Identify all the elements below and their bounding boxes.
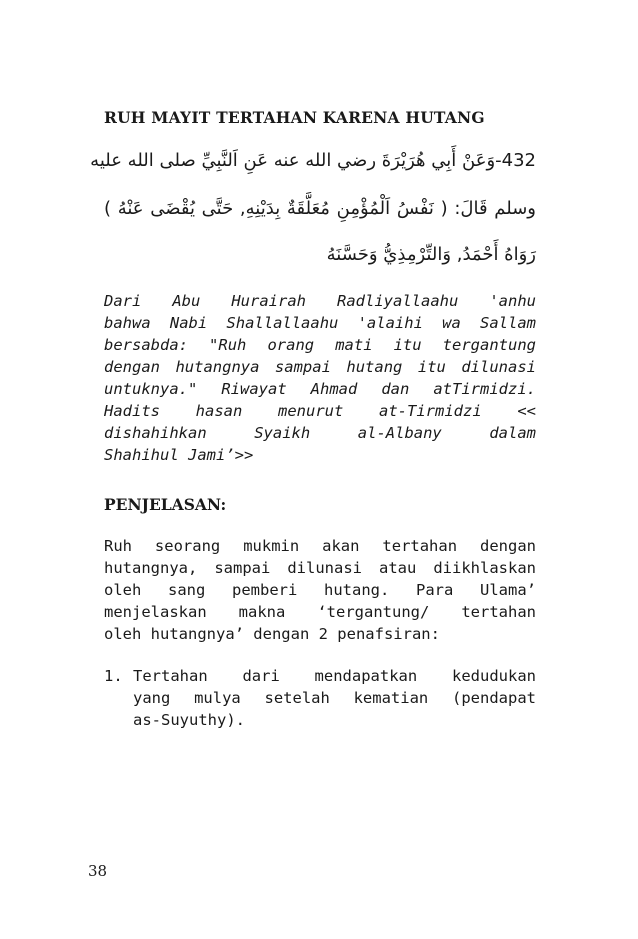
translation-line: untuknya." Riwayat Ahmad dan atTirmidzi. (104, 380, 536, 398)
paragraph-line: oleh sang pemberi hutang. Para Ulama’ (104, 581, 536, 599)
translation-line: Dari Abu Hurairah Radliyallaahu 'anhu (104, 292, 536, 310)
explanation-paragraph (104, 535, 536, 645)
hadith-translation (104, 290, 536, 466)
page-number: 38 (88, 862, 108, 880)
chapter-title: RUH MAYIT TERTAHAN KARENA HUTANG (104, 108, 485, 127)
paragraph-line: oleh hutangnya’ dengan 2 penafsiran: (104, 625, 440, 643)
list-item-number: 1. (104, 667, 123, 685)
paragraph-line: Ruh seorang mukmin akan tertahan dengan (104, 537, 536, 555)
translation-line: dishahihkan Syaikh al-Albany dalam (104, 424, 536, 442)
translation-line: bahwa Nabi Shallallaahu 'alaihi wa Sallam (104, 314, 536, 332)
list-item-line: yang mulya setelah kematian (pendapat (133, 689, 536, 707)
translation-line: Shahihul Jami’>> (104, 446, 254, 464)
list-item-line: Tertahan dari mendapatkan kedudukan (133, 667, 536, 685)
list-item-line: as-Suyuthy). (133, 711, 245, 729)
hadith-arabic-line-2: وسلم قَالَ: ( نَفْسُ اَلْمُؤْمِنِ مُعَلَّقَةٌ بِدَيْنِهِ, حَتَّى يُقْضَى عَنْهُ ) (104, 198, 536, 219)
paragraph-line: menjelaskan makna ‘tergantung/ tertahan (104, 603, 536, 621)
translation-line: dengan hutangnya sampai hutang itu dilunasi (104, 358, 536, 376)
hadith-arabic-line-3: رَوَاهُ أَحْمَدُ, وَالتِّرْمِذِيُّ وَحَسَّنَهُ (326, 244, 536, 265)
list-item (133, 665, 536, 731)
translation-line: bersabda: "Ruh orang mati itu tergantung (104, 336, 536, 354)
explanation-heading: PENJELASAN: (104, 495, 227, 514)
hadith-arabic-line-1: 432-وَعَنْ أَبِي هُرَيْرَةَ رضي الله عنه عَنِ اَلنَّبِيِّ صلى الله عليه (90, 150, 536, 171)
translation-line: Hadits hasan menurut at-Tirmidzi << (104, 402, 536, 420)
paragraph-line: hutangnya, sampai dilunasi atau diikhlaskan (104, 559, 536, 577)
